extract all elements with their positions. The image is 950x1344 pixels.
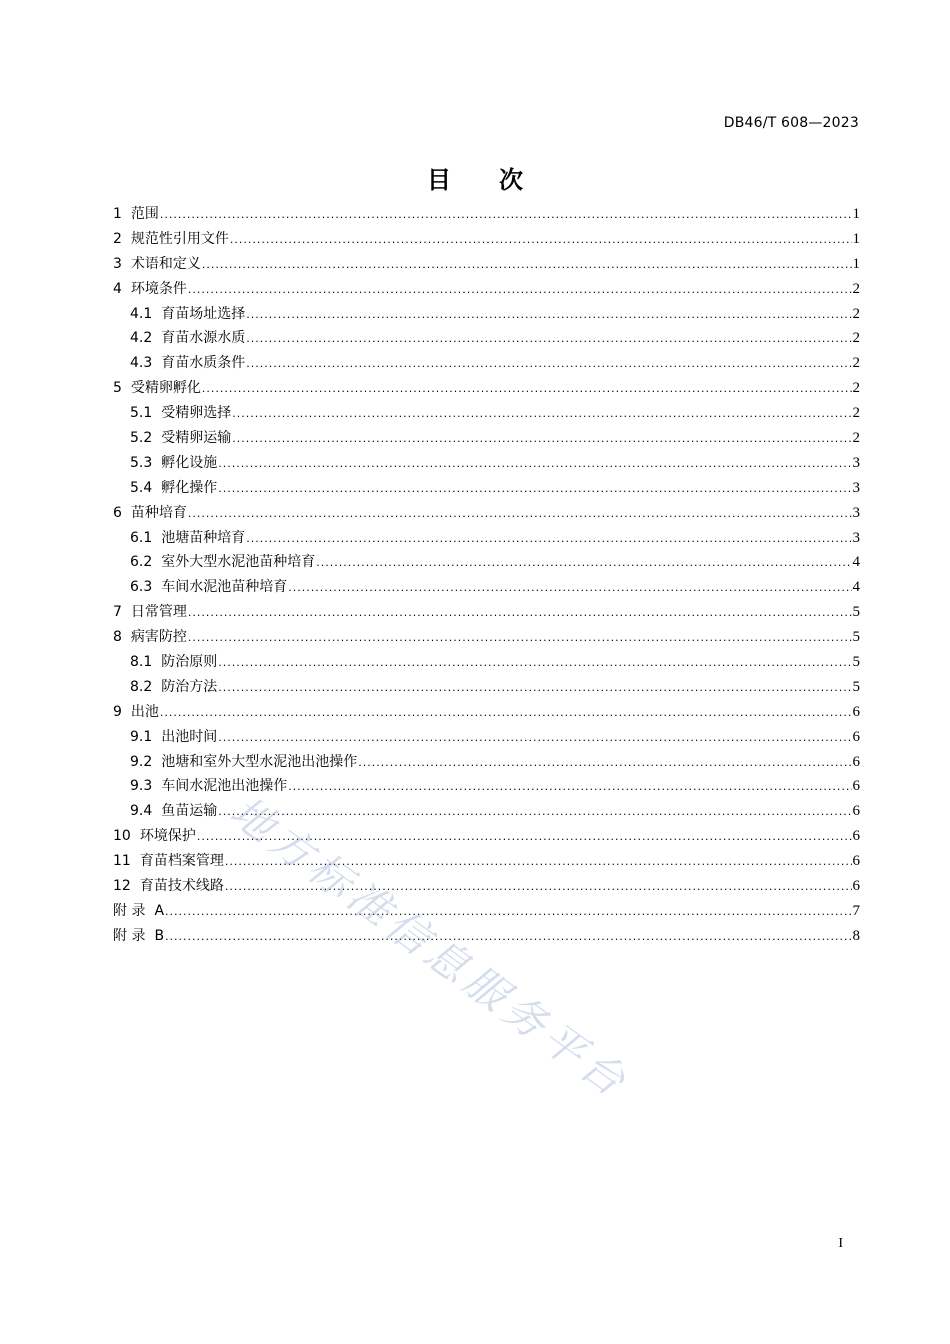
toc-entry-number: 9.4 (130, 803, 153, 820)
watermark: 地方标准信息服务平台 (221, 786, 639, 1109)
toc-entry[interactable] (113, 426, 860, 451)
toc-entry-text: 苗种培育 (130, 504, 187, 521)
toc-entry-label (113, 924, 164, 949)
toc-entry-label (113, 277, 187, 302)
toc-entry-page: 6 (852, 828, 860, 845)
toc-entry-label (113, 849, 224, 874)
toc-entry-page: 2 (852, 405, 860, 422)
toc-entry-label (130, 526, 245, 551)
toc-entry[interactable] (113, 575, 860, 600)
toc-entry-label (113, 227, 229, 252)
toc-entry-number: 9.2 (130, 753, 153, 770)
toc-entry-number: 5.2 (130, 430, 153, 447)
toc-entry-text: 室外大型水泥池苗种培育 (161, 554, 316, 571)
toc-entry[interactable] (113, 550, 860, 575)
toc-dot-leader (188, 502, 852, 527)
toc-entry-number: 5.4 (130, 479, 153, 496)
toc-entry-label (130, 725, 217, 750)
page-number: I (838, 1236, 843, 1251)
toc-dot-leader (232, 402, 851, 427)
toc-entry-label (130, 650, 217, 675)
toc-dot-leader (246, 327, 851, 352)
toc-entry[interactable] (113, 600, 860, 625)
toc-entry-text: 术语和定义 (130, 255, 201, 272)
toc-entry[interactable] (113, 650, 860, 675)
toc-entry-page: 2 (852, 330, 860, 347)
toc-dot-leader (202, 377, 852, 402)
toc-entry-text: 出池时间 (161, 728, 218, 745)
toc-entry-label (113, 202, 159, 227)
toc-entry[interactable] (113, 326, 860, 351)
toc-entry-number: 6 (113, 504, 122, 521)
toc-entry-text: A (154, 902, 165, 919)
toc-entry-text: 育苗技术线路 (139, 878, 224, 895)
toc-entry[interactable] (113, 277, 860, 302)
toc-entry-text: 环境保护 (139, 828, 196, 845)
toc-entry-label (130, 426, 231, 451)
toc-entry-number: 1 (113, 206, 122, 222)
toc-entry-text: 池塘苗种培育 (161, 529, 246, 546)
toc-entry-page: 8 (852, 927, 860, 944)
document-code: DB46/T 608—2023 (723, 115, 859, 131)
toc-entry-page: 2 (852, 280, 860, 297)
toc-entry-page: 5 (852, 604, 860, 621)
toc-entry-text: 防治原则 (161, 654, 218, 671)
toc-entry[interactable] (113, 725, 860, 750)
toc-entry-label (113, 600, 187, 625)
toc-entry-text: 受精卵运输 (161, 430, 232, 447)
toc-entry-number: 5.1 (130, 405, 153, 422)
toc-entry-number: 9 (113, 703, 122, 720)
toc-entry-label (130, 799, 217, 824)
toc-entry-page: 3 (852, 504, 860, 521)
toc-entry[interactable] (113, 227, 860, 252)
toc-entry-text: 出池 (130, 703, 159, 720)
toc-entry-page: 4 (852, 554, 860, 571)
toc-entry-number: 4.3 (130, 355, 153, 372)
toc-entry-text: 育苗水源水质 (161, 330, 246, 347)
toc-entry-page: 3 (852, 529, 860, 546)
toc-dot-leader (218, 452, 851, 477)
toc-entry-label (113, 501, 187, 526)
toc-entry[interactable] (113, 302, 860, 327)
toc-dot-leader (358, 751, 851, 776)
toc-entry-label (113, 899, 164, 924)
toc-entry-label (130, 750, 357, 775)
toc-entry-text: 育苗水质条件 (161, 355, 246, 372)
toc-entry-number: 8.2 (130, 678, 153, 695)
toc-entry-label (113, 874, 224, 899)
toc-entry[interactable] (113, 501, 860, 526)
toc-entry-number: 2 (113, 230, 122, 247)
toc-entry-page: 6 (852, 753, 860, 770)
toc-entry-number: 4.2 (130, 330, 153, 347)
toc-entry-text: 范围 (130, 206, 159, 222)
toc-entry-label (130, 326, 245, 351)
toc-entry[interactable] (113, 252, 860, 277)
toc-entry-text: 车间水泥池出池操作 (161, 778, 288, 795)
page-title: 目次 (427, 166, 571, 194)
toc-dot-leader (188, 601, 852, 626)
toc-entry-text: 防治方法 (161, 678, 218, 695)
toc-entry-page: 5 (852, 629, 860, 646)
toc-entry[interactable] (113, 376, 860, 401)
toc-entry-number: 4 (113, 280, 122, 297)
toc-entry-text: 育苗档案管理 (139, 853, 224, 870)
toc-dot-leader (160, 203, 852, 228)
toc-entry-text: 日常管理 (130, 604, 187, 621)
toc-entry[interactable] (113, 202, 860, 227)
toc-entry-number: 7 (113, 604, 122, 621)
toc-entry-number: 12 (113, 878, 131, 895)
table-of-contents (113, 202, 860, 949)
toc-entry-number: 10 (113, 828, 131, 845)
toc-entry-label (113, 625, 187, 650)
toc-entry-label (130, 401, 231, 426)
toc-entry-number: 3 (113, 255, 122, 272)
toc-entry-page: 2 (852, 355, 860, 372)
toc-dot-leader (246, 527, 851, 552)
toc-dot-leader (230, 228, 852, 253)
toc-entry-text: 规范性引用文件 (130, 230, 229, 247)
toc-entry-page: 3 (852, 454, 860, 471)
toc-entry-page: 6 (852, 728, 860, 745)
toc-dot-leader (188, 626, 852, 651)
toc-entry-page: 5 (852, 678, 860, 695)
toc-entry[interactable] (113, 675, 860, 700)
toc-entry-number: 6.3 (130, 579, 153, 596)
toc-entry[interactable] (113, 526, 860, 551)
toc-entry-page: 6 (852, 853, 860, 870)
toc-entry-page: 2 (852, 380, 860, 397)
toc-dot-leader (218, 477, 851, 502)
toc-entry[interactable] (113, 476, 860, 501)
toc-dot-leader (165, 900, 851, 925)
toc-entry-page: 2 (852, 305, 860, 322)
toc-dot-leader (218, 676, 851, 701)
toc-entry[interactable] (113, 700, 860, 725)
toc-dot-leader (232, 427, 851, 452)
toc-entry-text: 车间水泥池苗种培育 (161, 579, 288, 596)
toc-entry[interactable] (113, 774, 860, 799)
toc-entry-label (130, 451, 217, 476)
toc-entry[interactable] (113, 451, 860, 476)
toc-entry-text: 池塘和室外大型水泥池出池操作 (161, 753, 358, 770)
toc-entry-page: 3 (852, 479, 860, 496)
toc-dot-leader (188, 278, 852, 303)
toc-entry-text: 受精卵选择 (161, 405, 232, 422)
toc-entry-label (130, 351, 245, 376)
toc-dot-leader (316, 551, 851, 576)
toc-entry-label (113, 700, 159, 725)
toc-entry[interactable] (113, 899, 860, 924)
toc-entry[interactable] (113, 924, 860, 949)
toc-dot-leader (165, 925, 851, 950)
toc-entry-number: 5.3 (130, 454, 153, 471)
toc-entry-label (113, 824, 196, 849)
toc-entry-page: 2 (852, 430, 860, 447)
toc-entry-number: 附 录 (113, 927, 146, 944)
toc-entry[interactable] (113, 401, 860, 426)
toc-entry[interactable] (113, 874, 860, 899)
toc-entry-page: 1 (852, 206, 860, 222)
toc-entry-page: 4 (852, 579, 860, 596)
toc-entry-label (113, 252, 201, 277)
toc-entry-number: 8.1 (130, 654, 153, 671)
toc-entry-page: 6 (852, 803, 860, 820)
toc-entry-label (130, 476, 217, 501)
toc-dot-leader (202, 253, 852, 278)
toc-dot-leader (288, 576, 851, 601)
toc-entry-number: 9.3 (130, 778, 153, 795)
toc-entry-number: 附 录 (113, 902, 146, 919)
toc-entry[interactable] (113, 849, 860, 874)
toc-entry-page: 1 (852, 230, 860, 247)
toc-entry-number: 9.1 (130, 728, 153, 745)
toc-entry-text: 鱼苗运输 (161, 803, 218, 820)
toc-dot-leader (246, 303, 851, 328)
toc-entry-text: 病害防控 (130, 629, 187, 646)
toc-entry-label (130, 550, 315, 575)
toc-entry-text: 环境条件 (130, 280, 187, 297)
toc-entry-number: 6.1 (130, 529, 153, 546)
toc-entry[interactable] (113, 625, 860, 650)
toc-entry-number: 8 (113, 629, 122, 646)
toc-entry-text: 孵化设施 (161, 454, 218, 471)
toc-entry[interactable] (113, 351, 860, 376)
toc-entry[interactable] (113, 750, 860, 775)
toc-entry-label (113, 376, 201, 401)
toc-entry-label (130, 675, 217, 700)
toc-entry-page: 6 (852, 703, 860, 720)
toc-entry-text: 育苗场址选择 (161, 305, 246, 322)
toc-entry-page: 1 (852, 255, 860, 272)
toc-dot-leader (160, 701, 852, 726)
toc-entry-number: 6.2 (130, 554, 153, 571)
toc-entry-label (130, 575, 287, 600)
toc-entry-text: B (154, 927, 165, 944)
toc-dot-leader (288, 775, 851, 800)
toc-entry-label (130, 302, 245, 327)
toc-entry-number: 5 (113, 380, 122, 397)
toc-entry-page: 7 (852, 902, 860, 919)
toc-entry-text: 受精卵孵化 (130, 380, 201, 397)
toc-entry-number: 4.1 (130, 305, 153, 322)
toc-dot-leader (218, 651, 851, 676)
toc-dot-leader (218, 726, 851, 751)
toc-entry-page: 6 (852, 778, 860, 795)
toc-entry-number: 11 (113, 853, 131, 870)
toc-dot-leader (246, 352, 851, 377)
toc-entry-text: 孵化操作 (161, 479, 218, 496)
toc-entry-page: 6 (852, 878, 860, 895)
toc-entry-page: 5 (852, 654, 860, 671)
